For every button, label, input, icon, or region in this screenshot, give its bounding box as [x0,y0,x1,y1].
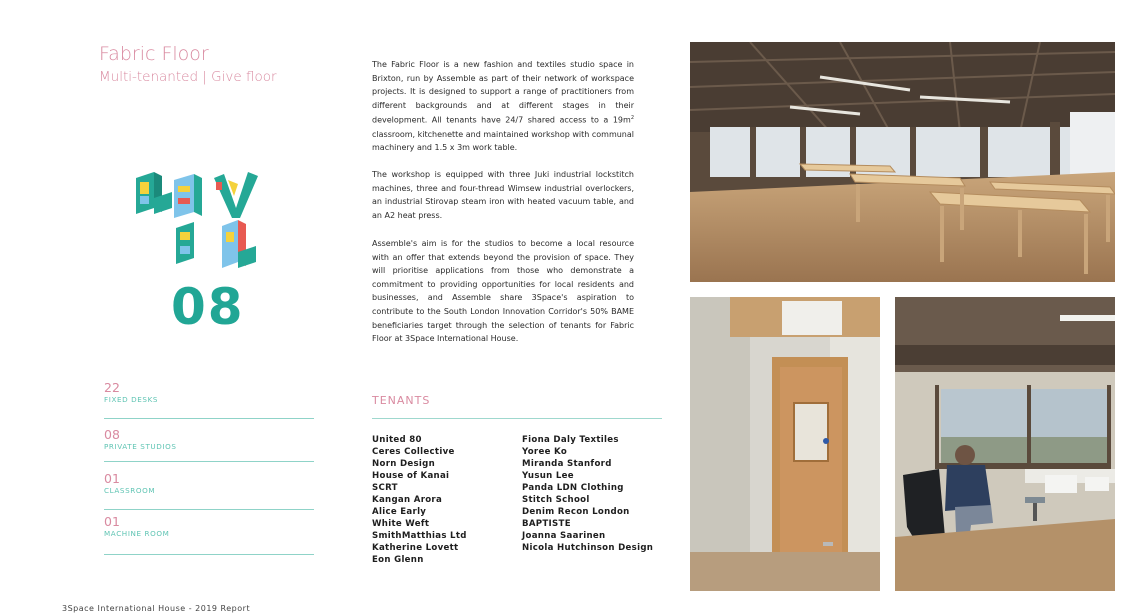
tenant-name: Alice Early [372,507,427,517]
tenant-name: White Weft [372,519,430,529]
stat-value: 01 [104,514,120,529]
tenant-name: SCRT [372,483,398,493]
tenant-list-left [372,434,467,566]
stat-label: FIXED DESKS [104,395,159,404]
page-title: Fabric Floor [99,43,209,65]
aim-paragraph: Assemble's aim is for the studios to become a local resource with an offer that extends beyond the provision of space. They will prioritise applications from those who demonstrate a commitment to providing opportunities for local residents and businesses, and Assemble share 3Space's aspiration to contribute to the South London Innovation Corridor's 50% BAME beneficiaries target through the selection of tenants for Fabric Floor at 3Space International House. [372,239,634,344]
stat-machine-room [104,515,314,555]
tenant-name: Norn Design [372,459,436,469]
tenants-divider [372,418,662,419]
tenant-name: Kangan Arora [372,495,443,505]
stat-value: 01 [104,471,120,486]
tenant-name: Nicola Hutchinson Design [522,543,654,553]
stat-label: CLASSROOM [104,486,156,495]
sewing-workshop-photo [895,297,1115,591]
page-subtitle: Multi-tenanted | Give floor [99,69,277,85]
studio-door-photo [690,297,880,591]
page-footer: 3Space International House - 2019 Report [62,604,251,613]
stat-label: MACHINE ROOM [104,529,170,538]
stat-divider [104,509,314,510]
tenant-name: Stitch School [522,495,590,505]
tenant-name: Joanna Saarinen [522,531,606,541]
tenant-name: Eon Glenn [372,555,424,565]
stat-divider [104,554,314,555]
stat-label: PRIVATE STUDIOS [104,442,177,451]
stat-divider [104,418,314,419]
tenant-name: Miranda Stanford [522,459,612,469]
tenant-name: Ceres Collective [372,447,455,457]
stat-divider [104,461,314,462]
tenant-name: Panda LDN Clothing [522,483,624,493]
tenant-name: BAPTISTE [522,519,571,529]
tenant-name: Fiona Daly Textiles [522,435,619,445]
stat-value: 08 [104,427,120,442]
level-illustration [132,168,264,276]
stat-private-studios [104,428,314,462]
workshop-paragraph: The workshop is equipped with three Juki industrial lockstitch machines, three and four-thread Wimsew industrial overlockers, an industrial Stirovap steam iron with heated vacuum table, and an A2 heat press. [372,170,634,220]
tenant-name: Yoree Ko [522,447,568,457]
stat-fixed-desks [104,381,314,419]
tenant-name: Denim Recon London [522,507,630,517]
stat-value: 22 [104,380,120,395]
tenant-name: United 80 [372,435,422,445]
tenant-name: House of Kanai [372,471,450,481]
tenants-heading: TENANTS [372,394,431,407]
tenant-name: Katherine Lovett [372,543,459,553]
intro-paragraph: The Fabric Floor is a new fashion and textiles studio space in Brixton, run by Assemble as part of their network of workspace projects. It is designed to support a range of practitioners from different backgrounds and at different stages in their development. All tenants have 24/7 shared access to a $19m^2$ classroom, kitchenette and maintained workshop with communal machinery and 1.5 x 3m work table. [372,60,634,153]
tenant-name: SmithMatthias Ltd [372,531,467,541]
stat-classroom [104,472,314,510]
floor-number: 08 [171,278,245,336]
studio-tables-photo [690,42,1115,282]
tenant-name: Yusun Lee [522,471,574,481]
tenant-list-right [522,434,653,554]
